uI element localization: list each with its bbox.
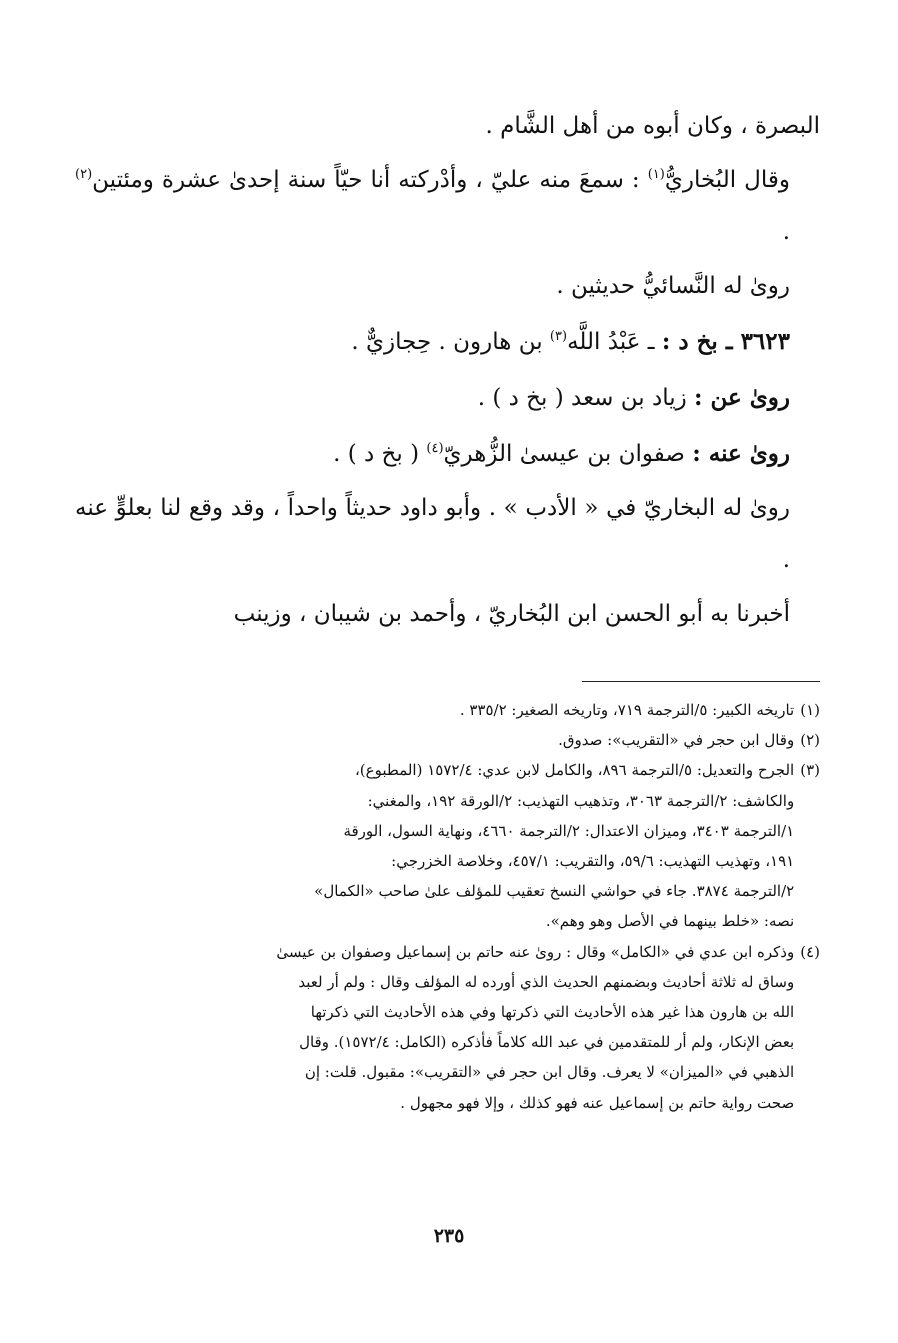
paragraph-2-part-b: : سمعَ منه عليّ ، وأدْركته أنا حيّاً سنة إحدىٰ عشرة ومئتين [92, 167, 648, 193]
footnote-ref-4: (٤) [426, 441, 444, 456]
paragraph-3: رویٰ له النَّسائيُّ حديثين . [556, 273, 790, 299]
footnote-2 [75, 725, 820, 755]
footnote-line: وقال ابن حجر في «التقريب»: صدوق. [558, 731, 795, 750]
footnote-line: الجرح والتعديل: ٥/الترجمة ٨٩٦، والكامل لابن عدي: ١٥٧٢/٤ (المطبوع)، [354, 761, 795, 780]
footnote-1 [75, 695, 820, 725]
narrated-by-text-rest: ( بخ د ) . [333, 441, 427, 467]
footnote-ref-3: (٣) [549, 329, 568, 344]
footnote-number: (٤) [800, 942, 820, 961]
footnote-line: صحت رواية حاتم بن إسماعيل عنه فهو كذلك ، وإلا فهو مجهول . [400, 1093, 795, 1112]
narrated-by-text: صفوان بن عيسىٰ الزُّهريّ [443, 441, 693, 467]
footnote-text [75, 937, 794, 1118]
footnote-line: بعض الإنكار، ولم أر للمتقدمين في عبد الله كلاماً فأذكره (الكامل: ١٥٧٢/٤). وقال [299, 1033, 795, 1052]
footnote-line: ٢/الترجمة ٣٨٧٤. جاء في حواشي النسخ تعقيب للمؤلف علىٰ صاحب «الكمال» [314, 882, 795, 901]
entry-number: ٣٦٢٣ ـ بخ د : [661, 328, 790, 355]
narrated-from-label: رویٰ عن : [694, 384, 790, 411]
footnote-4 [75, 937, 820, 1118]
footnote-number: (٣) [800, 761, 820, 780]
paragraph-2-part-a: وقال البُخاريُّ [664, 167, 791, 193]
footnote-line: الذهبي في «الميزان» لا يعرف. وقال ابن حجر في «التقريب»: مقبول. قلت: إن [304, 1063, 795, 1082]
page-number: ٢٣٥ [433, 1225, 465, 1247]
paragraph-2 [75, 154, 820, 258]
footnote-line: تاريخه الكبير: ٥/الترجمة ٧١٩، وتاريخه الصغير: ٣٣٥/٢ . [459, 701, 795, 719]
footnote-line: ١/الترجمة ٣٤٠٣، وميزان الاعتدال: ٢/الترجمة ٤٦٦٠، ونهاية السول، الورقة [343, 821, 795, 840]
footnote-text [75, 755, 794, 936]
entry-name-rest: بن هارون . حِجازيٌّ . [351, 329, 550, 355]
footnote-line: وذكره ابن عدي في «الكامل» وقال : رویٰ عنه حاتم بن إسماعيل وصفوان بن عيسىٰ [276, 942, 795, 961]
main-text [75, 98, 820, 642]
footnote-line: ١٩١، وتهذيب التهذيب: ٥٩/٦، والتقريب: ٤٥٧/١، وخلاصة الخزرجي: [391, 852, 795, 871]
entry-name: ـ عَبْدُ اللَّه [567, 329, 662, 355]
footnote-ref-1: (١) [647, 167, 665, 182]
footnote-line: نصه: «خلط بينهما في الأصل وهو وهم». [545, 912, 795, 931]
paragraph-7: رویٰ له البخاريّ في « الأدب » . وأبو داود حديثاً واحداً ، وقد وقع لنا بعلوٍّ عنه . [75, 495, 790, 573]
narrated-from-text: زياد بن سعد ( بخ د ) . [477, 385, 695, 411]
narrated-from [75, 370, 820, 426]
footnote-number: (١) [800, 701, 820, 719]
footnote-line: والكاشف: ٢/الترجمة ٣٠٦٣، وتذهيب التهذيب: ٢/الورقة ١٩٢، والمغني: [367, 791, 795, 810]
paragraph-8: أخبرنا به أبو الحسن ابن البُخاريّ ، وأحمد بن شيبان ، وزينب [233, 601, 790, 627]
narrated-by-label: رویٰ عنه : [692, 440, 790, 467]
paragraph-1: البصرة ، وكان أبوه من أهل الشَّام . [485, 113, 820, 139]
footnotes [75, 695, 820, 1118]
footnote-number: (٢) [800, 731, 820, 750]
entry-heading [75, 314, 820, 370]
footnote-3 [75, 755, 820, 936]
footnote-text [75, 695, 794, 725]
footnote-line: وساق له ثلاثة أحاديث وبضمنهم الحديث الذي أورده له المؤلف وقال : ولم أر لعبد [298, 972, 795, 991]
footnote-ref-2: (٢) [75, 167, 93, 182]
footnote-line: الله بن هارون هذا غير هذه الأحاديث التي ذكرتها وفي هذه الأحاديث التي ذكرتها [310, 1003, 795, 1022]
footnote-divider [582, 681, 820, 682]
paragraph-2-part-c: . [782, 219, 790, 245]
footnote-text [75, 725, 794, 755]
narrated-by [75, 426, 820, 482]
